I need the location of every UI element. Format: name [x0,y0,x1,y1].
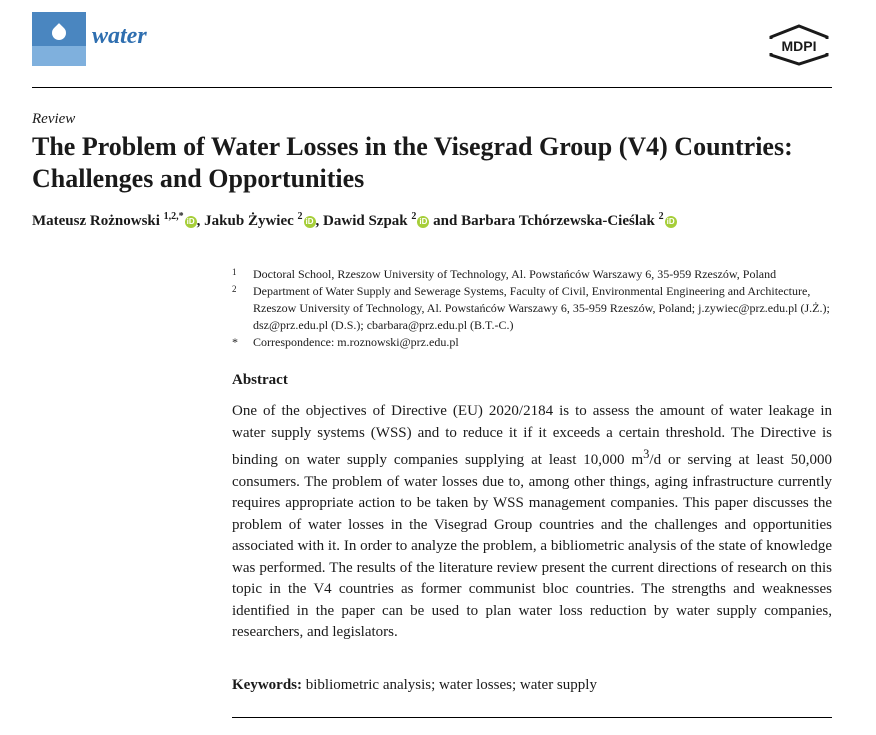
affiliation-mark: * [232,335,238,349]
publisher-name: MDPI [781,38,817,54]
affiliation-mark: 1 [232,267,237,277]
orcid-icon[interactable]: iD [305,217,314,226]
journal-name: water [92,23,147,49]
author-separator: , [196,213,205,229]
abstract-text-part2: /d or serving at least 50,000 consumers. The problem of water losses due to, among other things, aging infrastructure currently requires appropriate action to be taken by WSS management companies. This paper discusses the problem of water losses in the Visegrad Group countries and the challenges and opportunities associated with it. In order to analyze the problem, a bibliometric analysis of the state of knowledge was performed. The results of the literature review present the current directions of research on this topic in the V4 countries as former communist bloc countries. The strengths and weaknesses identified in the paper can be used to plan water loss reduction by water supply companies, researchers, and legislators. [232,452,833,640]
orcid-icon[interactable]: iD [666,217,675,226]
article-title: The Problem of Water Losses in the Visegrad Group (V4) Countries: Challenges and Opportunities [32,132,793,193]
footer-divider [232,717,832,718]
author-affiliation-mark: 2 [411,211,417,222]
author-name: Jakub Żywiec [204,213,294,229]
logo-wave [32,46,86,66]
journal-logo [32,12,86,66]
abstract-text [232,401,832,644]
affiliation-item [232,266,832,283]
keywords-list: bibliometric analysis; water losses; water supply [305,677,597,693]
author-affiliation-mark: 2 [297,211,303,222]
abstract-superscript: 3 [643,447,650,461]
affiliation-text: Department of Water Supply and Sewerage Systems, Faculty of Civil, Environmental Engineering and Architecture, Rzeszow University of Technology, Al. Powstańców Warszawy 6, 35-959 Rzeszów, Poland; j.zywiec@prz.edu.pl (J.Ż.); dsz@prz.edu.pl (D.S.); cbarbara@prz.edu.pl (B.T.-C.) [253,284,830,332]
author-name: Barbara Tchórzewska-Cieślak [461,213,655,229]
affiliation-text: Doctoral School, Rzeszow University of Technology, Al. Powstańców Warszawy 6, 35-959 Rzeszów, Poland [253,267,777,281]
orcid-icon[interactable]: iD [186,217,195,226]
affiliation-mark: 2 [232,284,237,294]
header-divider [32,87,832,88]
author-separator: and [429,213,462,229]
affiliations [232,266,832,351]
orcid-icon[interactable]: iD [419,217,428,226]
affiliation-text: Correspondence: m.roznowski@prz.edu.pl [253,335,459,349]
author-list [32,211,852,230]
affiliation-item [232,334,832,351]
article-type: Review [32,111,76,127]
mdpi-logo [767,24,831,66]
water-drop-icon [49,23,69,43]
author-name: Dawid Szpak [323,213,408,229]
author-separator: , [315,213,324,229]
author-name: Mateusz Rożnowski [32,213,160,229]
author-affiliation-mark: 1,2,* [163,211,184,222]
author-affiliation-mark: 2 [658,211,664,222]
affiliation-item [232,283,832,334]
abstract-text-part1: One of the objectives of Directive (EU) 2020/2184 is to assess the amount of water leakage in water supply systems (WSS) and to reduce it if it exceeds a certain threshold. The Directive is binding on water supply companies supplying at least 10,000 m [232,403,832,468]
keywords-label: Keywords: [232,677,302,693]
abstract-heading: Abstract [232,372,288,388]
keywords [232,677,832,694]
